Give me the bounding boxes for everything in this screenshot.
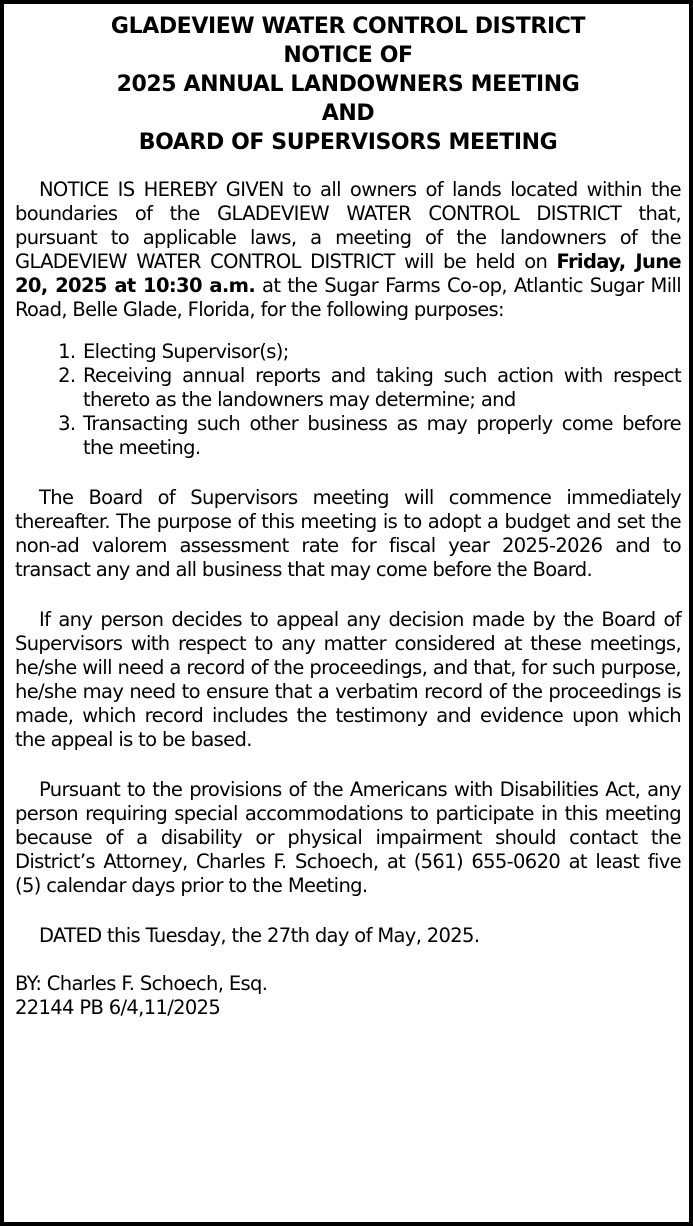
title-line-district: GLADEVIEW WATER CONTROL DISTRICT: [110, 14, 586, 39]
ada-paragraph: Pursuant to the provisions of the Americans with Disabilities Act, any person requiring special accommodations to participate in this meeting because of a disability or physical impairment should contact the District’s Attorney, Charles F. Schoech, at (561) 655-0620 at least five (5) calendar days prior to the Meeting.: [15, 778, 681, 897]
signature-by: BY: Charles F. Schoech, Esq.: [15, 972, 268, 995]
list-item: 1. Electing Supervisor(s);: [81, 340, 681, 364]
title-line-notice-of: NOTICE OF: [283, 43, 413, 68]
dated-line: DATED this Tuesday, the 27th day of May, 2025.: [39, 924, 480, 947]
appeal-paragraph: If any person decides to appeal any decision made by the Board of Supervisors with respect to any matter considered at these meetings, he/she will need a record of the proceedings, and that, for such purpose, he/she may need to ensure that a verbatim record of the proceedings is made, which record includes the testimony and evidence upon which the appeal is to be based.: [15, 608, 681, 751]
title-line-annual-meeting: 2025 ANNUAL LANDOWNERS MEETING: [116, 72, 580, 97]
intro-paragraph: [15, 178, 681, 322]
meeting-date: Friday, June 20, 2025 at 10:30 a.m.: [15, 250, 681, 297]
purposes-list: [15, 340, 681, 460]
publication-reference: 22144 PB 6/4,11/2025: [15, 996, 221, 1019]
title-line-board-meeting: BOARD OF SUPERVISORS MEETING: [138, 130, 558, 155]
list-item: 2. Receiving annual reports and taking such action with respect thereto as the landowners may determine; and: [81, 364, 681, 412]
intro-text-after: at the Sugar Farms Co-op, Atlantic Sugar Mill Road, Belle Glade, Florida, for the following purposes:: [15, 274, 681, 321]
intro-text-before: NOTICE IS HEREBY GIVEN to all owners of lands located within the boundaries of the GLADEVIEW WATER CONTROL DISTRICT that, pursuant to applicable laws, a meeting of the landowners of the GLADEVIEW WATER CONTROL DISTRICT will be held on: [15, 178, 681, 273]
list-item: 3. Transacting such other business as may properly come before the meeting.: [81, 412, 681, 460]
board-meeting-paragraph: The Board of Supervisors meeting will commence immediately thereafter. The purpose of this meeting is to adopt a budget and set the non-ad valorem assessment rate for fiscal year 2025-2026 and to transact any and all business that may come before the Board.: [15, 486, 681, 581]
title-line-and: AND: [321, 101, 375, 126]
notice-title: [15, 12, 681, 157]
